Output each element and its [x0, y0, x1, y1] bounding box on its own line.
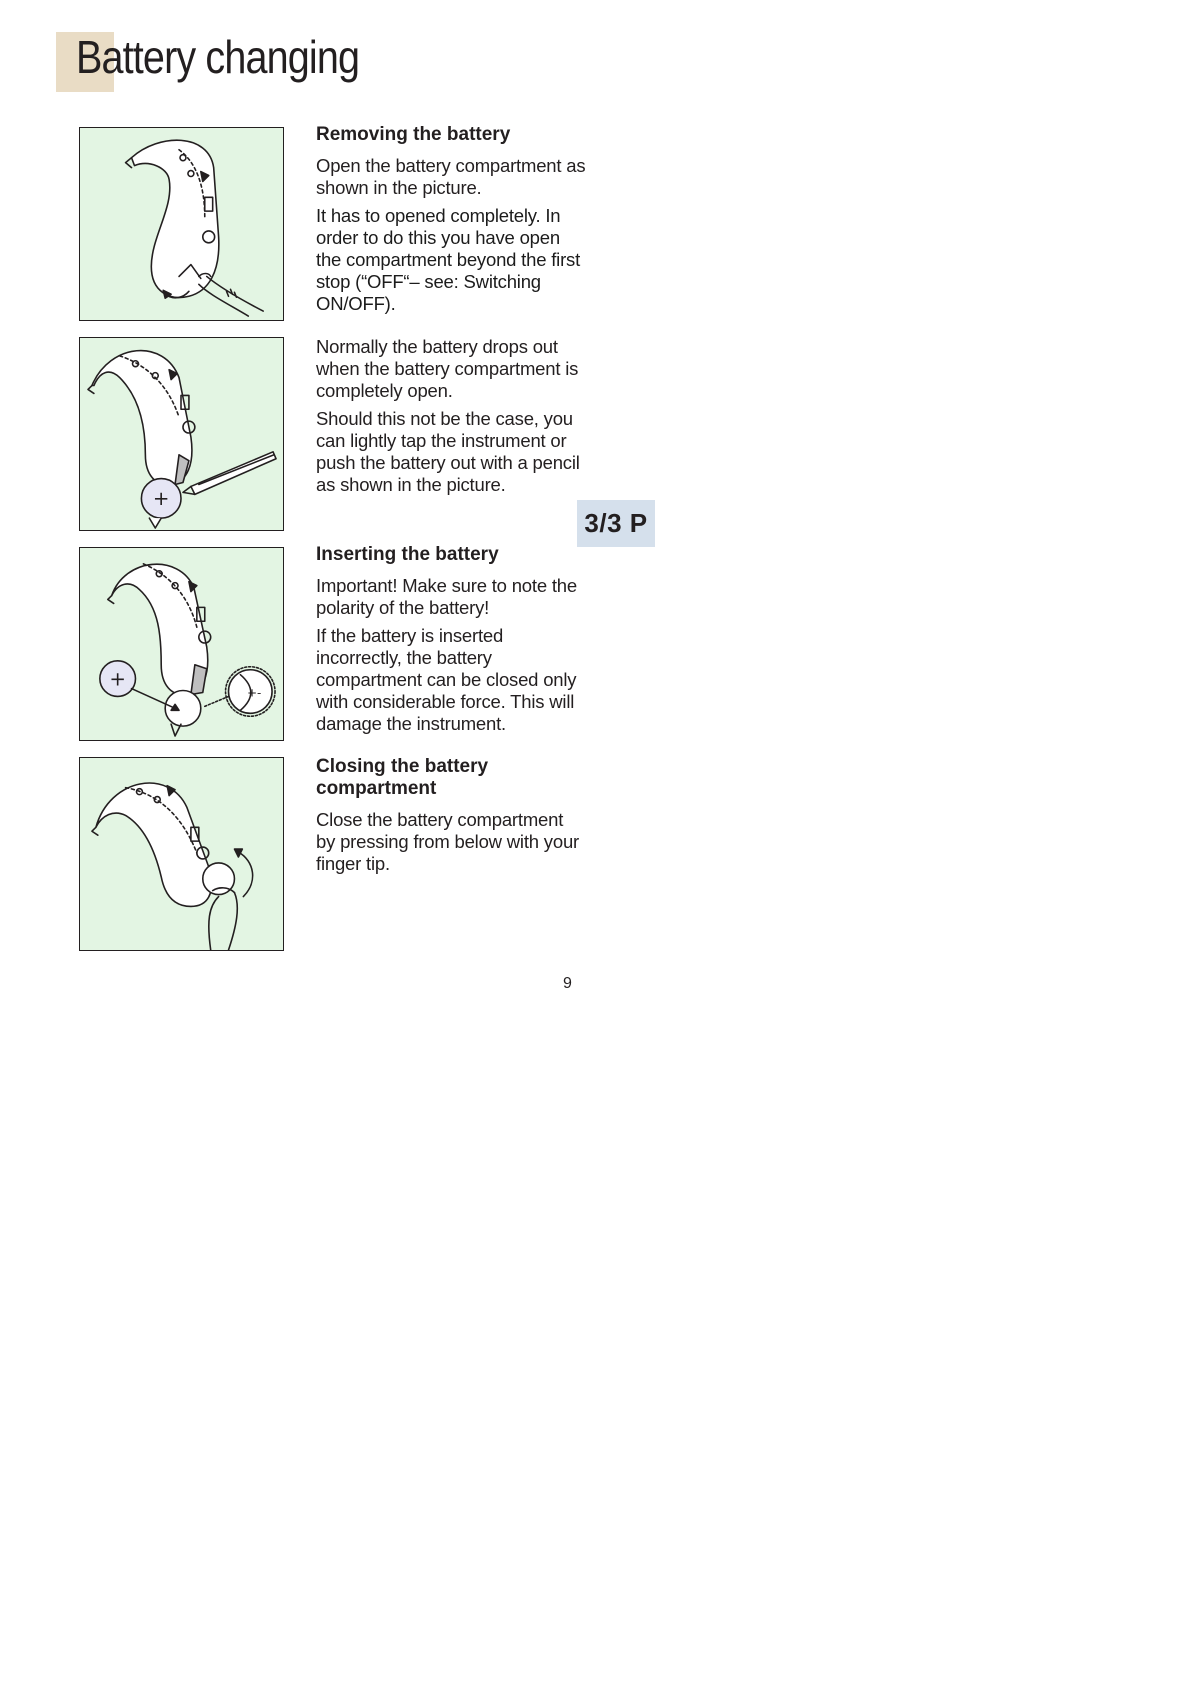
- polarity-sign: +-: [247, 685, 262, 700]
- hearing-aid-insert-illustration: [80, 548, 283, 740]
- magnifier-pointer: [205, 696, 229, 706]
- close-arrow-curve: [238, 852, 252, 897]
- page-title: Battery changing: [76, 31, 360, 83]
- ear-hook-tip: [126, 158, 132, 168]
- heading-removing: Removing the battery: [316, 124, 511, 145]
- page-number: 9: [563, 975, 572, 992]
- figure-insert-battery: [79, 547, 284, 741]
- hearing-aid-body: [96, 783, 212, 906]
- section-closing: [316, 756, 586, 881]
- section-removing: [316, 124, 586, 321]
- volume-marker: [189, 582, 197, 592]
- para-removing-1: Open the battery compartment as shown in the picture.: [316, 155, 586, 198]
- ear-hook-tip: [108, 596, 114, 604]
- compartment-hinge: [149, 518, 161, 528]
- figure-open-compartment: [79, 127, 284, 321]
- heading-closing: Closing the battery compartment: [316, 756, 489, 799]
- heading-inserting: Inserting the battery: [316, 544, 499, 565]
- battery-plus-sign: +: [152, 487, 170, 511]
- hearing-aid-opening-illustration: [80, 128, 283, 320]
- para-dropout-2: Should this not be the case, you can lightly tap the instrument or push the battery out with a pencil as shown in the picture.: [316, 408, 580, 495]
- ear-hook-tip: [92, 827, 98, 835]
- battery-plus-sign: +: [109, 667, 126, 691]
- para-removing-2: It has to opened completely. In order to do this you have open the compartment beyond the first stop (“OFF“– see: Switching ON/OFF).: [316, 205, 581, 314]
- compartment-hinge: [171, 724, 181, 736]
- para-dropout-1: Normally the battery drops out when the battery compartment is completely open.: [316, 336, 579, 401]
- section-badge: 3/3 P: [577, 500, 655, 547]
- hearing-aid-pencil-illustration: [80, 338, 283, 530]
- section-inserting: [316, 544, 586, 741]
- hearing-aid-body: [92, 351, 192, 485]
- para-closing-1: Close the battery compartment by pressing from below with your finger tip.: [316, 809, 579, 874]
- ear-hook-tip: [88, 386, 94, 394]
- finger-outline-right: [229, 893, 238, 950]
- para-inserting-2: If the battery is inserted incorrectly, the battery compartment can be closed only with considerable force. This will damage the instrument.: [316, 625, 577, 734]
- section-dropout: [316, 336, 586, 502]
- para-inserting-1: Important! Make sure to note the polarity of the battery!: [316, 575, 577, 618]
- pencil-edge: [199, 455, 274, 485]
- figure-pencil-push: [79, 337, 284, 531]
- close-arrow-head: [234, 849, 242, 857]
- finger-outline-left: [209, 897, 219, 950]
- hearing-aid-closing-illustration: [80, 758, 283, 950]
- compartment-ring: [165, 691, 201, 727]
- figure-close-compartment: [79, 757, 284, 951]
